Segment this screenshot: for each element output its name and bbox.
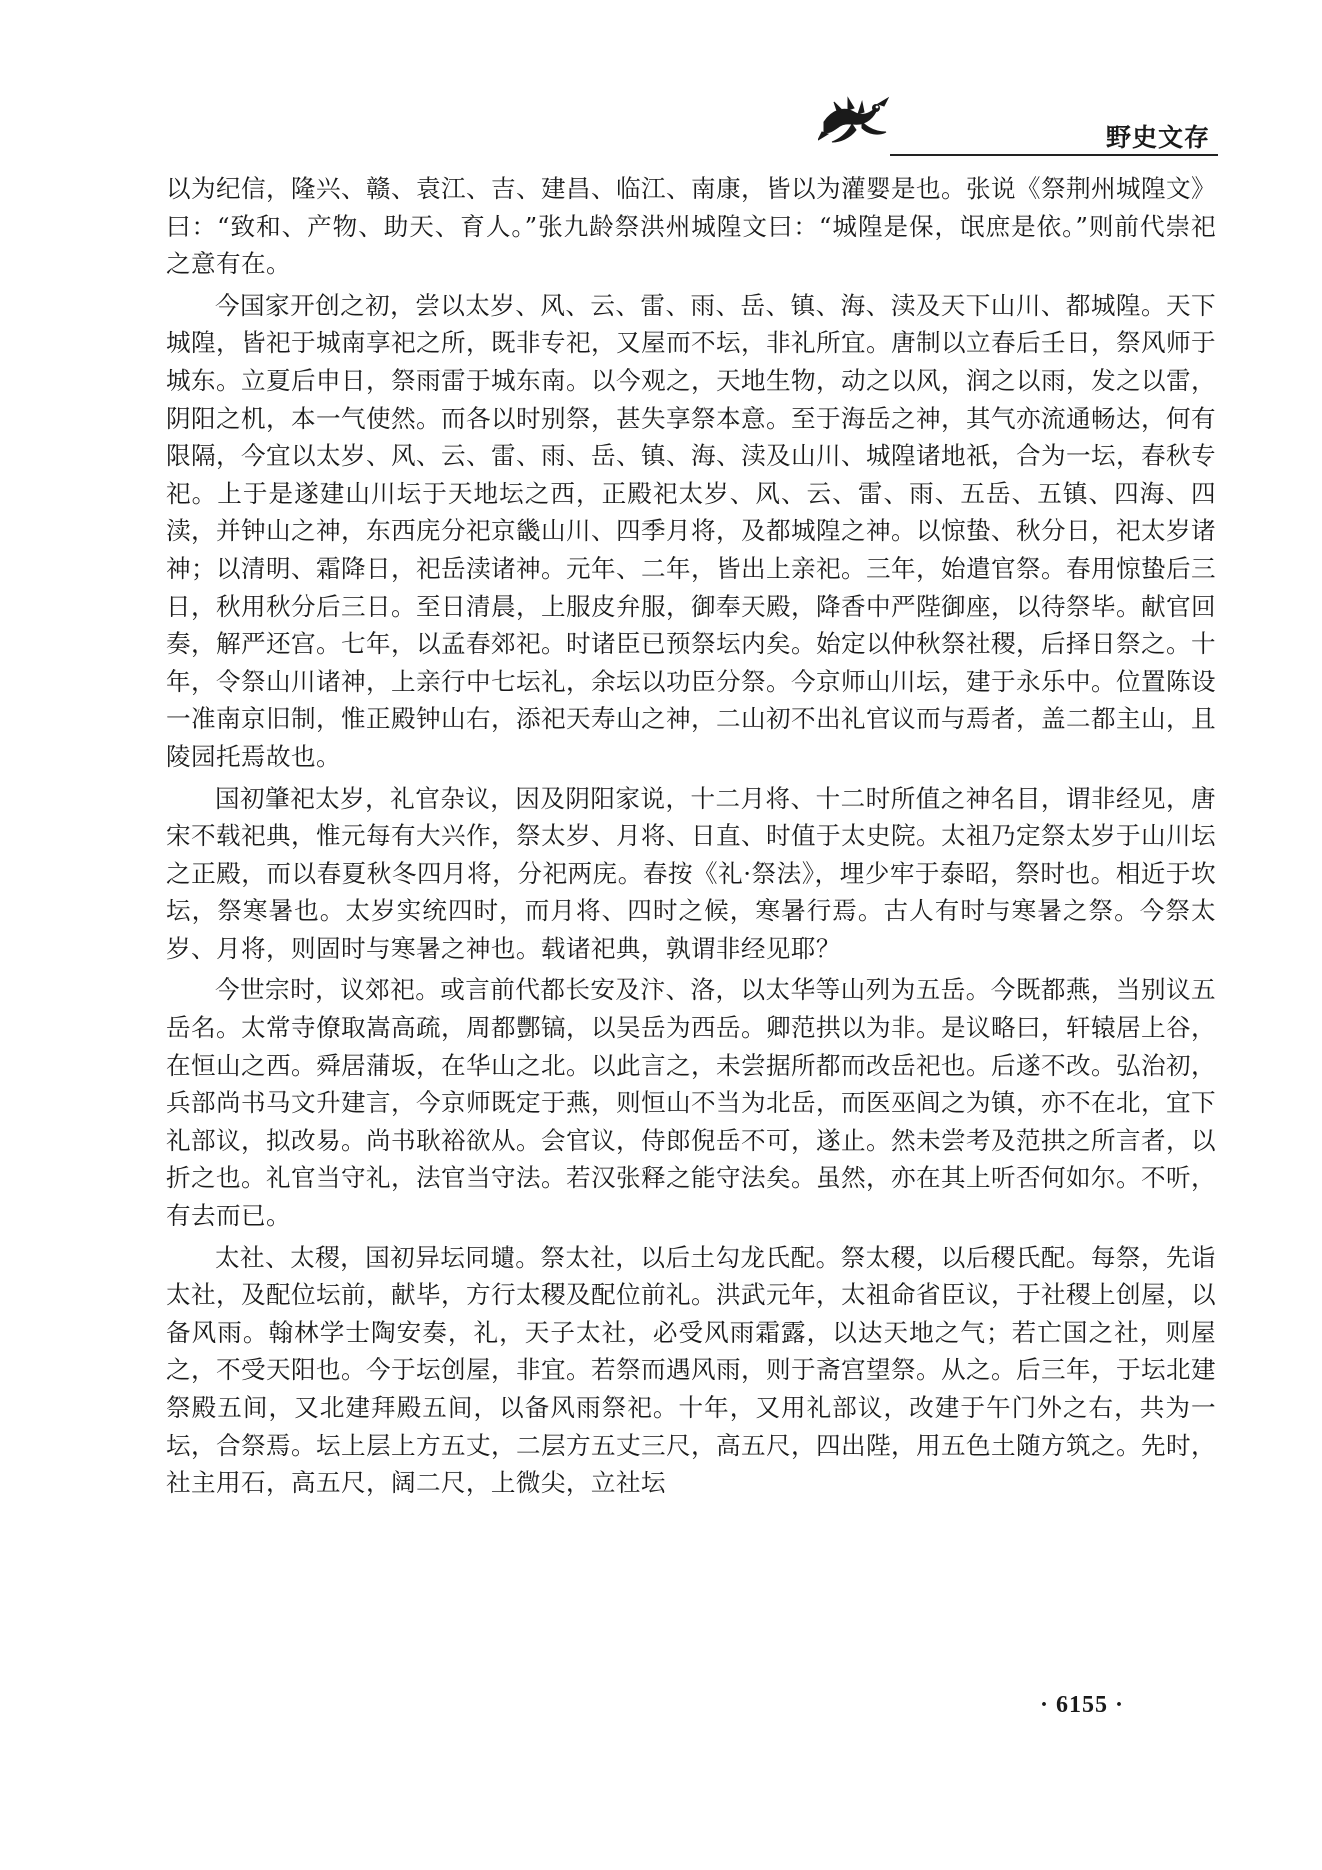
- running-header: [818, 88, 1218, 154]
- paragraph-1: 以为纪信，隆兴、赣、袁江、吉、建昌、临江、南康，皆以为灌婴是也。张说《祭荆州城隍文》曰：“致和、产物、助天、育人。”张九龄祭洪州城隍文曰：“城隍是保，氓庶是依。”则前代崇祀之意有在。: [166, 174, 1216, 279]
- dragon-emblem-icon: [818, 92, 892, 148]
- page-number: · 6155 ·: [1040, 1692, 1125, 1718]
- paragraph-5: 太社、太稷，国初异坛同壝。祭太社，以后土勾龙氏配。祭太稷，以后稷氏配。每祭，先诣太社，及配位坛前，献毕，方行太稷及配位前礼。洪武元年，太祖命省臣议，于社稷上创屋，以备风雨。翰林学士陶安奏，礼，天子太社，必受风雨霜露，以达天地之气；若亡国之社，则屋之，不受天阳也。今于坛创屋，非宜。若祭而遇风雨，则于斋宫望祭。从之。后三年，于坛北建祭殿五间，又北建拜殿五间，以备风雨祭祀。十年，又用礼部议，改建于午门外之右，共为一坛，合祭焉。坛上层上方五丈，二层方五丈三尺，高五尺，四出陛，用五色土随方筑之。先时，社主用石，高五尺，阔二尺，上微尖，立社坛: [166, 1242, 1216, 1498]
- series-title: 野史文存: [1105, 123, 1210, 152]
- header-rule: [890, 154, 1218, 156]
- paragraph-3: 国初肇祀太岁，礼官杂议，因及阴阳家说，十二月将、十二时所值之神名目，谓非经见，唐宋不载祀典，惟元每有大兴作，祭太岁、月将、日直、时值于太史院。太祖乃定祭太岁于山川坛之正殿，而以春夏秋冬四月将，分祀两庑。春按《礼·祭法》，埋少牢于泰昭，祭时也。相近于坎坛，祭寒暑也。太岁实统四时，而月将、四时之候，寒暑行焉。古人有时与寒暑之祭。今祭太岁、月将，则固时与寒暑之神也。载诸祀典，孰谓非经见耶？: [166, 783, 1216, 963]
- paragraph-2: 今国家开创之初，尝以太岁、风、云、雷、雨、岳、镇、海、渎及天下山川、都城隍。天下城隍，皆祀于城南享祀之所，既非专祀，又屋而不坛，非礼所宜。唐制以立春后壬日，祭风师于城东。立夏后申日，祭雨雷于城东南。以今观之，天地生物，动之以风，润之以雨，发之以雷，阴阳之机，本一气使然。而各以时别祭，甚失享祭本意。至于海岳之神，其气亦流通畅达，何有限隔，今宜以太岁、风、云、雷、雨、岳、镇、海、渎及山川、城隍诸地祇，合为一坛，春秋专祀。上于是遂建山川坛于天地坛之西，正殿祀太岁、风、云、雷、雨、五岳、五镇、四海、四渎，并钟山之神，东西庑分祀京畿山川、四季月将，及都城隍之神。以惊蛰、秋分日，祀太岁诸神；以清明、霜降日，祀岳渎诸神。元年、二年，皆出上亲祀。三年，始遣官祭。春用惊蛰后三日，秋用秋分后三日。至日清晨，上服皮弁服，御奉天殿，降香中严陛御座，以待祭毕。献官回奏，解严还宫。七年，以孟春郊祀。时诸臣已预祭坛内矣。始定以仲秋祭社稷，后择日祭之。十年，令祭山川诸神，上亲行中七坛礼，余坛以功臣分祭。今京师山川坛，建于永乐中。位置陈设一准南京旧制，惟正殿钟山右，添祀天寿山之神，二山初不出礼官议而与焉者，盖二都主山，且陵园托焉故也。: [166, 290, 1216, 771]
- main-text: [166, 170, 1216, 1502]
- paragraph-4: 今世宗时，议郊祀。或言前代都长安及汴、洛，以太华等山列为五岳。今既都燕，当别议五岳名。太常寺僚取嵩高疏，周都酆镐，以吴岳为西岳。卿范拱以为非。是议略曰，轩辕居上谷，在恒山之西。舜居蒲坂，在华山之北。以此言之，未尝据所都而改岳祀也。后遂不改。弘治初，兵部尚书马文升建言，今京师既定于燕，则恒山不当为北岳，而医巫闾之为镇，亦不在北，宜下礼部议，拟改易。尚书耿裕欲从。会官议，侍郎倪岳不可，遂止。然未尝考及范拱之所言者，以折之也。礼官当守礼，法官当守法。若汉张释之能守法矣。虽然，亦在其上听否何如尔。不听，有去而已。: [166, 975, 1216, 1231]
